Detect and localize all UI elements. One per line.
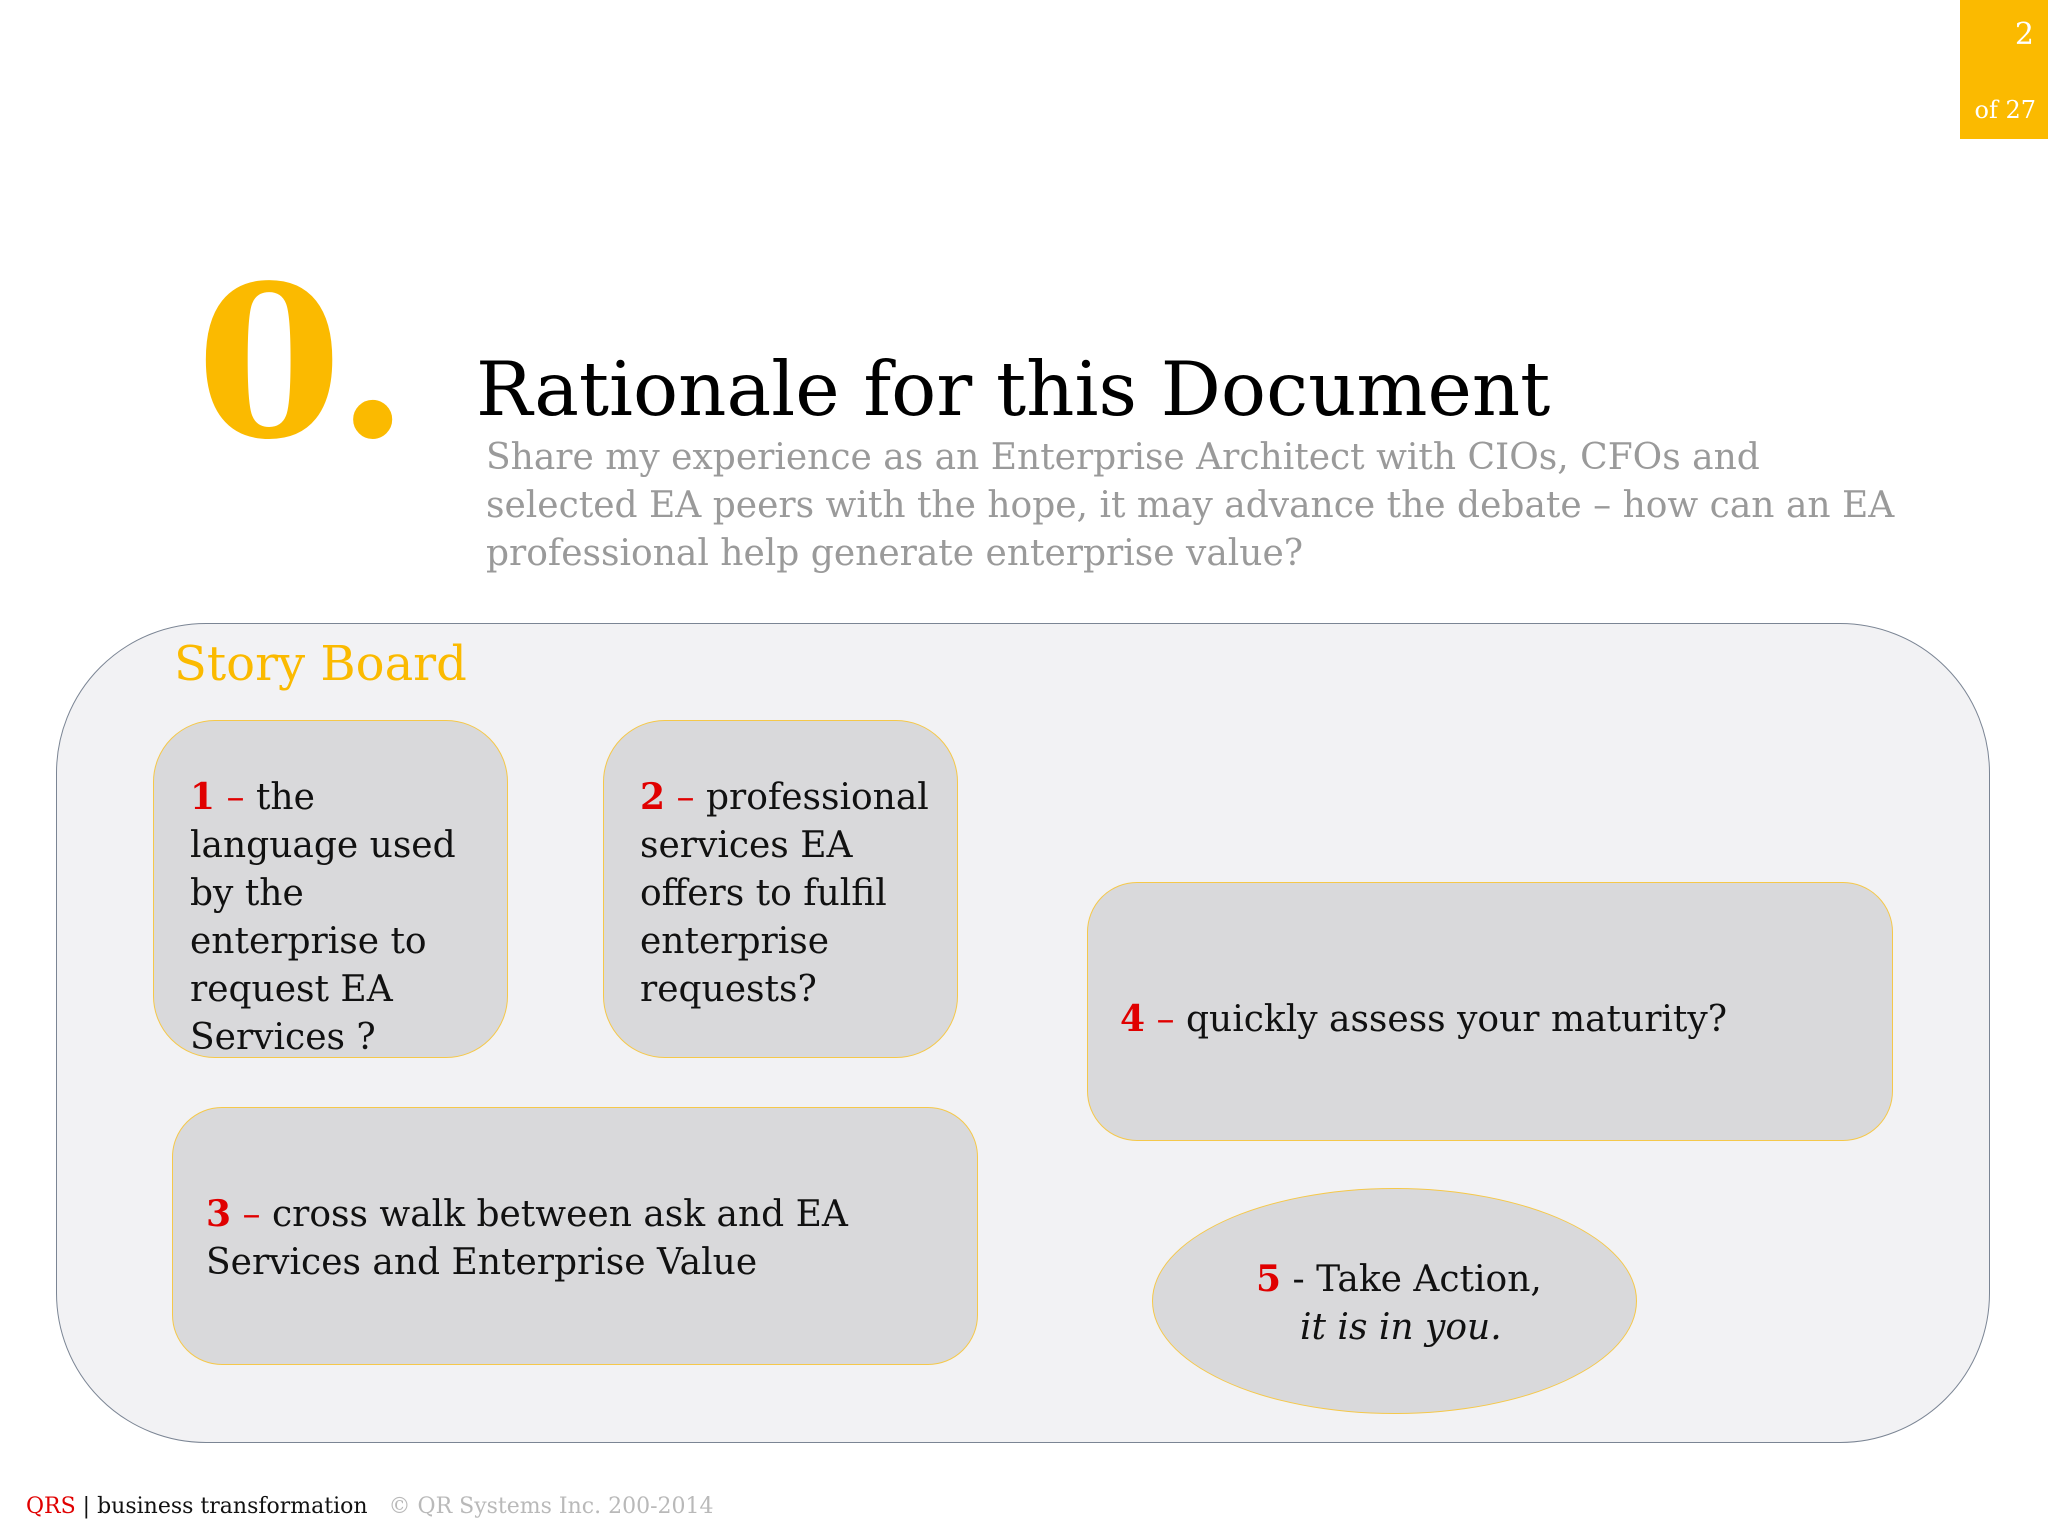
card-text: quickly assess your maturity?: [1185, 999, 1728, 1040]
card-text: the language used by the enterprise to request EA Services ?: [190, 777, 456, 1058]
story-card-3: [172, 1107, 978, 1365]
card-number: 4: [1120, 998, 1146, 1040]
page-number: 2: [2014, 17, 2034, 52]
footer-separator: |: [82, 1494, 91, 1519]
page-total: of 27: [1974, 96, 2036, 124]
footer-tagline: business transformation: [97, 1494, 368, 1519]
section-number: 0.: [196, 239, 404, 486]
story-card-5: [1152, 1188, 1637, 1414]
page-subtitle: Share my experience as an Enterprise Architect with CIOs, CFOs and selected EA peers with the hope, it may advance the debate – how can an EA professional help generate enterprise value?: [486, 437, 1895, 574]
footer-copyright: © QR Systems Inc. 200-2014: [388, 1494, 714, 1519]
card-text-italic: it is in you.: [1300, 1307, 1502, 1348]
card-text: cross walk between ask and EA Services and Enterprise Value: [206, 1194, 848, 1283]
story-card-2: [603, 720, 958, 1058]
card-number: 5: [1256, 1258, 1282, 1300]
card-dash: –: [676, 777, 695, 818]
card-number: 2: [640, 776, 666, 818]
card-dash: –: [226, 777, 245, 818]
card-text: Take Action,: [1316, 1259, 1542, 1300]
card-dash: –: [242, 1194, 261, 1235]
card-number: 3: [206, 1193, 232, 1235]
card-dash: –: [1156, 999, 1175, 1040]
page-title: Rationale for this Document: [476, 345, 1551, 433]
page-badge: [1960, 0, 2048, 139]
card-text: professional services EA offers to fulfil enterprise requests?: [640, 777, 929, 1010]
story-board-title: Story Board: [174, 636, 467, 692]
card-dash: -: [1292, 1259, 1305, 1300]
card-number: 1: [190, 776, 216, 818]
story-card-1: [153, 720, 508, 1058]
footer-brand: QRS: [26, 1494, 76, 1519]
footer: [26, 1492, 714, 1522]
story-card-4: [1087, 882, 1893, 1141]
